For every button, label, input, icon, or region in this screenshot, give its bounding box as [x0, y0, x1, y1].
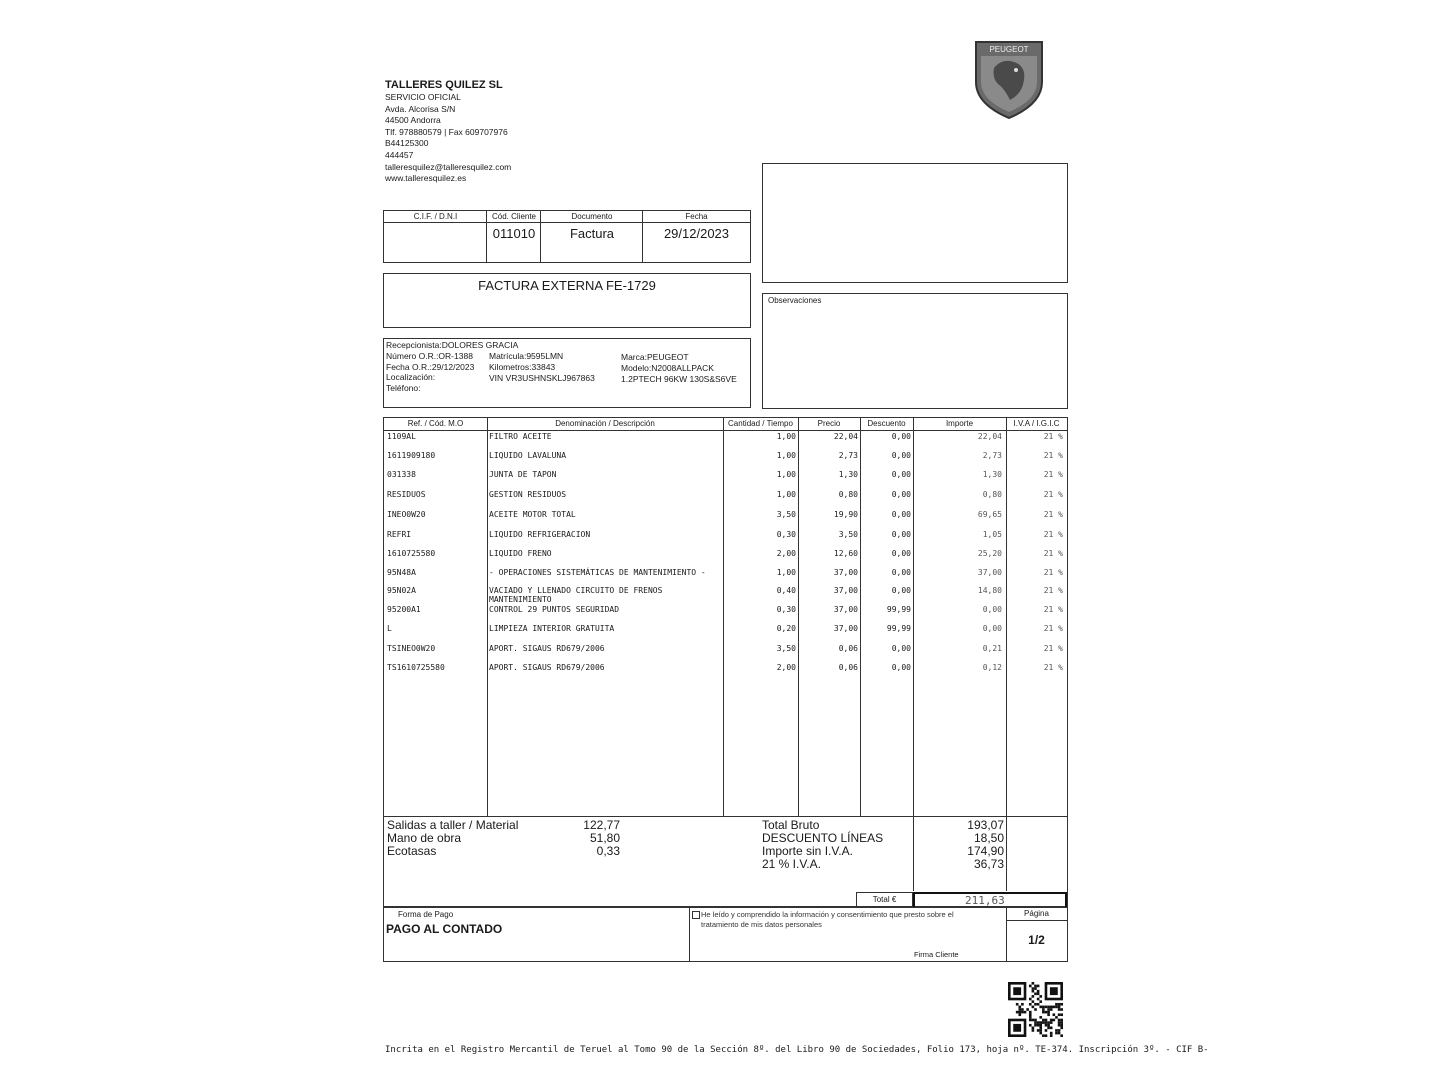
table-row: [384, 624, 1069, 642]
cell-precio: 1,30: [838, 470, 858, 479]
salidas-label: Salidas a taller / Material: [387, 818, 519, 832]
cell-ref: 1109AL: [387, 432, 416, 441]
cell-importe: 25,20: [977, 549, 1002, 558]
localizacion: Localización:: [386, 372, 436, 383]
company-line: SERVICIO OFICIAL: [385, 92, 461, 102]
cell-cantidad: 1,00: [776, 451, 796, 460]
value-documento: Factura: [569, 226, 615, 241]
company-line: 44500 Andorra: [385, 115, 441, 126]
descuento-lineas-label: DESCUENTO LÍNEAS: [762, 831, 884, 845]
salidas-value: 122,77: [583, 818, 620, 832]
cell-precio: 22,04: [833, 432, 858, 441]
cell-iva: 21 %: [1043, 605, 1063, 614]
table-row: [384, 644, 1069, 662]
cell-iva: 21 %: [1043, 470, 1063, 479]
cell-descuento: 0,00: [891, 470, 911, 479]
cell-cantidad: 0,40: [776, 586, 796, 595]
cell-cantidad: 3,50: [776, 510, 796, 519]
header-fecha: Fecha: [643, 211, 750, 223]
cell-importe: 1,30: [982, 470, 1002, 479]
cell-descuento: 0,00: [891, 644, 911, 653]
cell-cantidad: 3,50: [776, 644, 796, 653]
consent-text: He leído y comprendido la información y consentimiento que presto sobre el tratamiento de mis datos personales: [701, 910, 954, 929]
cell-iva: 21 %: [1043, 568, 1063, 577]
cell-precio: 37,00: [833, 586, 858, 595]
mano-obra-value: 51,80: [589, 831, 620, 845]
cell-desc-continued: MANTENIMIENTO: [489, 595, 552, 604]
peugeot-logo: [972, 38, 1046, 120]
total-value: 211,63: [913, 892, 1067, 907]
descuento-lineas-value: 18,50: [973, 831, 1004, 845]
company-line: B44125300: [385, 138, 429, 149]
cell-cantidad: 1,00: [776, 490, 796, 499]
total-label: Total €: [856, 892, 913, 907]
matricula: Matrícula:9595LMN: [489, 351, 564, 361]
pagina-value: 1/2: [1028, 933, 1045, 947]
customer-address-box: [762, 163, 1068, 283]
col-precio: Precio: [817, 419, 841, 428]
footer-legal-text: Incrita en el Registro Mercantil de Teruel al Tomo 90 de la Sección 8º. del Libro 90 de Sociedades, Folio 173, hoja nº. TE-374. Inscripción 3º. - CIF B-: [385, 1045, 1209, 1055]
cell-precio: 37,00: [833, 624, 858, 633]
cell-precio: 0,06: [838, 644, 858, 653]
company-web: www.talleresquilez.es: [385, 173, 467, 184]
table-row: [384, 510, 1069, 528]
qr-code: [1008, 982, 1063, 1037]
cell-importe: 0,00: [982, 605, 1002, 614]
header-documento: Documento: [541, 211, 643, 223]
cell-desc: GESTION RESIDUOS: [489, 490, 567, 499]
document-info-table: [383, 210, 751, 263]
cell-desc: ACEITE MOTOR TOTAL: [489, 510, 576, 519]
cell-cantidad: 2,00: [776, 549, 796, 558]
reception-info-box: [383, 338, 751, 408]
cell-importe: 0,80: [982, 490, 1002, 499]
table-row: [384, 432, 1069, 450]
pagina-label: Página: [1006, 908, 1067, 921]
table-row: [384, 568, 1069, 586]
numero-or: Número O.R.:OR-1388: [386, 350, 473, 361]
cell-desc: CONTROL 29 PUNTOS SEGURIDAD: [489, 605, 620, 614]
mano-obra-label: Mano de obra: [387, 831, 462, 845]
invoice-title-box: [383, 273, 751, 328]
col-iva: I.V.A / I.G.I.C: [1013, 419, 1060, 428]
cell-descuento: 0,00: [891, 568, 911, 577]
cell-precio: 0,80: [838, 490, 858, 499]
totals-box: [383, 816, 1068, 907]
cell-iva: 21 %: [1043, 549, 1063, 558]
cell-iva: 21 %: [1043, 451, 1063, 460]
table-row: [384, 605, 1069, 623]
cell-desc: LIQUIDO FRENO: [489, 549, 552, 558]
logo-text: PEUGEOT: [989, 45, 1029, 54]
cell-desc: LIQUIDO REFRIGERACION: [489, 530, 591, 539]
modelo: Modelo:N2008ALLPACK: [621, 362, 714, 373]
cell-ref: L: [387, 624, 392, 633]
observaciones-label: Observaciones: [768, 296, 822, 305]
cell-importe: 69,65: [977, 510, 1002, 519]
cell-descuento: 0,00: [891, 451, 911, 460]
cell-iva: 21 %: [1043, 490, 1063, 499]
cell-descuento: 0,00: [891, 530, 911, 539]
table-row: [384, 549, 1069, 567]
cell-importe: 0,12: [982, 663, 1002, 672]
company-info: [385, 78, 511, 185]
cell-desc: - OPERACIONES SISTEMÁTICAS DE MANTENIMIENTO -: [489, 568, 706, 577]
cell-precio: 37,00: [833, 568, 858, 577]
table-row: [384, 490, 1069, 508]
col-importe: Importe: [945, 419, 974, 428]
forma-pago-value: PAGO AL CONTADO: [386, 922, 503, 936]
cell-importe: 0,00: [982, 624, 1002, 633]
cell-descuento: 0,00: [891, 432, 911, 441]
invoice-title: FACTURA EXTERNA FE-1729: [478, 278, 656, 293]
cell-importe: 22,04: [977, 432, 1002, 441]
marca: Marca:PEUGEOT: [621, 352, 689, 362]
importe-sin-iva-value: 174,90: [967, 844, 1004, 858]
company-line: Tlf. 978880579 | Fax 609707976: [385, 126, 508, 137]
table-row: [384, 470, 1069, 488]
importe-sin-iva-label: Importe sin I.V.A.: [762, 844, 853, 858]
cell-precio: 0,06: [838, 663, 858, 672]
cell-ref: REFRI: [387, 530, 412, 539]
cell-precio: 3,50: [838, 530, 858, 539]
cell-iva: 21 %: [1043, 432, 1063, 441]
col-cantidad: Cantidad / Tiempo: [728, 419, 793, 428]
cell-descuento: 0,00: [891, 490, 911, 499]
fecha-or: Fecha O.R.:29/12/2023: [386, 361, 475, 372]
cell-descuento: 0,00: [891, 549, 911, 558]
recepcionista: Recepcionista:DOLORES GRACIA: [386, 340, 519, 350]
total-bruto-label: Total Bruto: [762, 818, 820, 832]
cell-iva: 21 %: [1043, 624, 1063, 633]
value-cod-cliente: 011010: [492, 226, 536, 241]
cell-desc: APORT. SIGAUS RD679/2006: [489, 644, 605, 653]
cell-ref: 95N02A: [387, 586, 416, 595]
observaciones-box: [762, 293, 1068, 409]
header-cif: C.I.F. / D.N.I: [384, 211, 487, 223]
cell-ref: TS1610725580: [387, 663, 445, 672]
iva-value: 36,73: [973, 857, 1004, 871]
cell-ref: TSINEO0W20: [387, 644, 436, 653]
table-row: [384, 530, 1069, 548]
cell-precio: 19,90: [833, 510, 858, 519]
cell-cantidad: 0,20: [776, 624, 796, 633]
cell-cantidad: 1,00: [776, 568, 796, 577]
cell-importe: 1,05: [982, 530, 1002, 539]
kilometros: Kilometros:33843: [489, 361, 556, 372]
cell-ref: INEO0W20: [387, 510, 426, 519]
consent-checkbox[interactable]: [692, 911, 700, 919]
cell-precio: 2,73: [838, 451, 858, 460]
telefono: Teléfono:: [386, 383, 421, 394]
cell-ref: 1610725580: [387, 549, 436, 558]
company-name: TALLERES QUILEZ SL: [385, 79, 503, 91]
line-items-table: [383, 417, 1068, 817]
company-email: talleresquilez@talleresquilez.com: [385, 161, 512, 172]
header-cod-cliente: Cód. Cliente: [487, 211, 541, 223]
cell-iva: 21 %: [1043, 663, 1063, 672]
table-row: [384, 663, 1069, 681]
payment-box: [383, 907, 1068, 962]
value-fecha: 29/12/2023: [663, 226, 730, 241]
cell-cantidad: 0,30: [776, 530, 796, 539]
cell-precio: 12,60: [833, 549, 858, 558]
cell-desc: JUNTA DE TAPON: [489, 470, 557, 479]
cell-desc: LIQUIDO LAVALUNA: [489, 451, 567, 460]
total-bruto-value: 193,07: [967, 818, 1004, 832]
cell-desc: LIMPIEZA INTERIOR GRATUITA: [489, 624, 615, 633]
cell-ref: 95200A1: [387, 605, 421, 614]
forma-pago-label: Forma de Pago: [398, 910, 454, 919]
cell-importe: 14,80: [977, 586, 1002, 595]
cell-iva: 21 %: [1043, 530, 1063, 539]
cell-ref: 1611909180: [387, 451, 436, 460]
cell-descuento: 0,00: [891, 663, 911, 672]
col-desc: Denominación / Descripción: [555, 419, 655, 428]
ecotasas-value: 0,33: [596, 844, 620, 858]
ecotasas-label: Ecotasas: [387, 844, 437, 858]
firma-cliente-label: Firma Cliente: [914, 950, 959, 959]
cell-cantidad: 1,00: [776, 432, 796, 441]
table-row: [384, 451, 1069, 469]
cell-iva: 21 %: [1043, 586, 1063, 595]
cell-descuento: 99,99: [886, 605, 911, 614]
cell-cantidad: 2,00: [776, 663, 796, 672]
col-descuento: Descuento: [867, 419, 906, 428]
motor: 1.2PTECH 96KW 130S&S6VE: [621, 373, 737, 384]
iva-label: 21 % I.V.A.: [762, 857, 821, 871]
cell-ref: 031338: [387, 470, 416, 479]
cell-cantidad: 1,00: [776, 470, 796, 479]
cell-precio: 37,00: [833, 605, 858, 614]
table-row: [384, 586, 1069, 604]
cell-ref: RESIDUOS: [387, 490, 426, 499]
cell-cantidad: 0,30: [776, 605, 796, 614]
col-ref: Ref. / Cód. M.O: [407, 419, 464, 428]
company-line: 444457: [385, 149, 414, 160]
cell-importe: 0,21: [982, 644, 1002, 653]
cell-importe: 37,00: [977, 568, 1002, 577]
cell-desc: VACIADO Y LLENADO CIRCUITO DE FRENOS: [489, 586, 663, 595]
cell-descuento: 0,00: [891, 586, 911, 595]
cell-ref: 95N48A: [387, 568, 416, 577]
company-line: Avda. Alcorisa S/N: [385, 103, 456, 114]
cell-desc: APORT. SIGAUS RD679/2006: [489, 663, 605, 672]
cell-descuento: 0,00: [891, 510, 911, 519]
cell-importe: 2,73: [982, 451, 1002, 460]
cell-iva: 21 %: [1043, 510, 1063, 519]
cell-descuento: 99,99: [886, 624, 911, 633]
cell-iva: 21 %: [1043, 644, 1063, 653]
cell-desc: FILTRO ACEITE: [489, 432, 552, 441]
vin: VIN VR3USHNSKLJ967863: [489, 372, 595, 383]
